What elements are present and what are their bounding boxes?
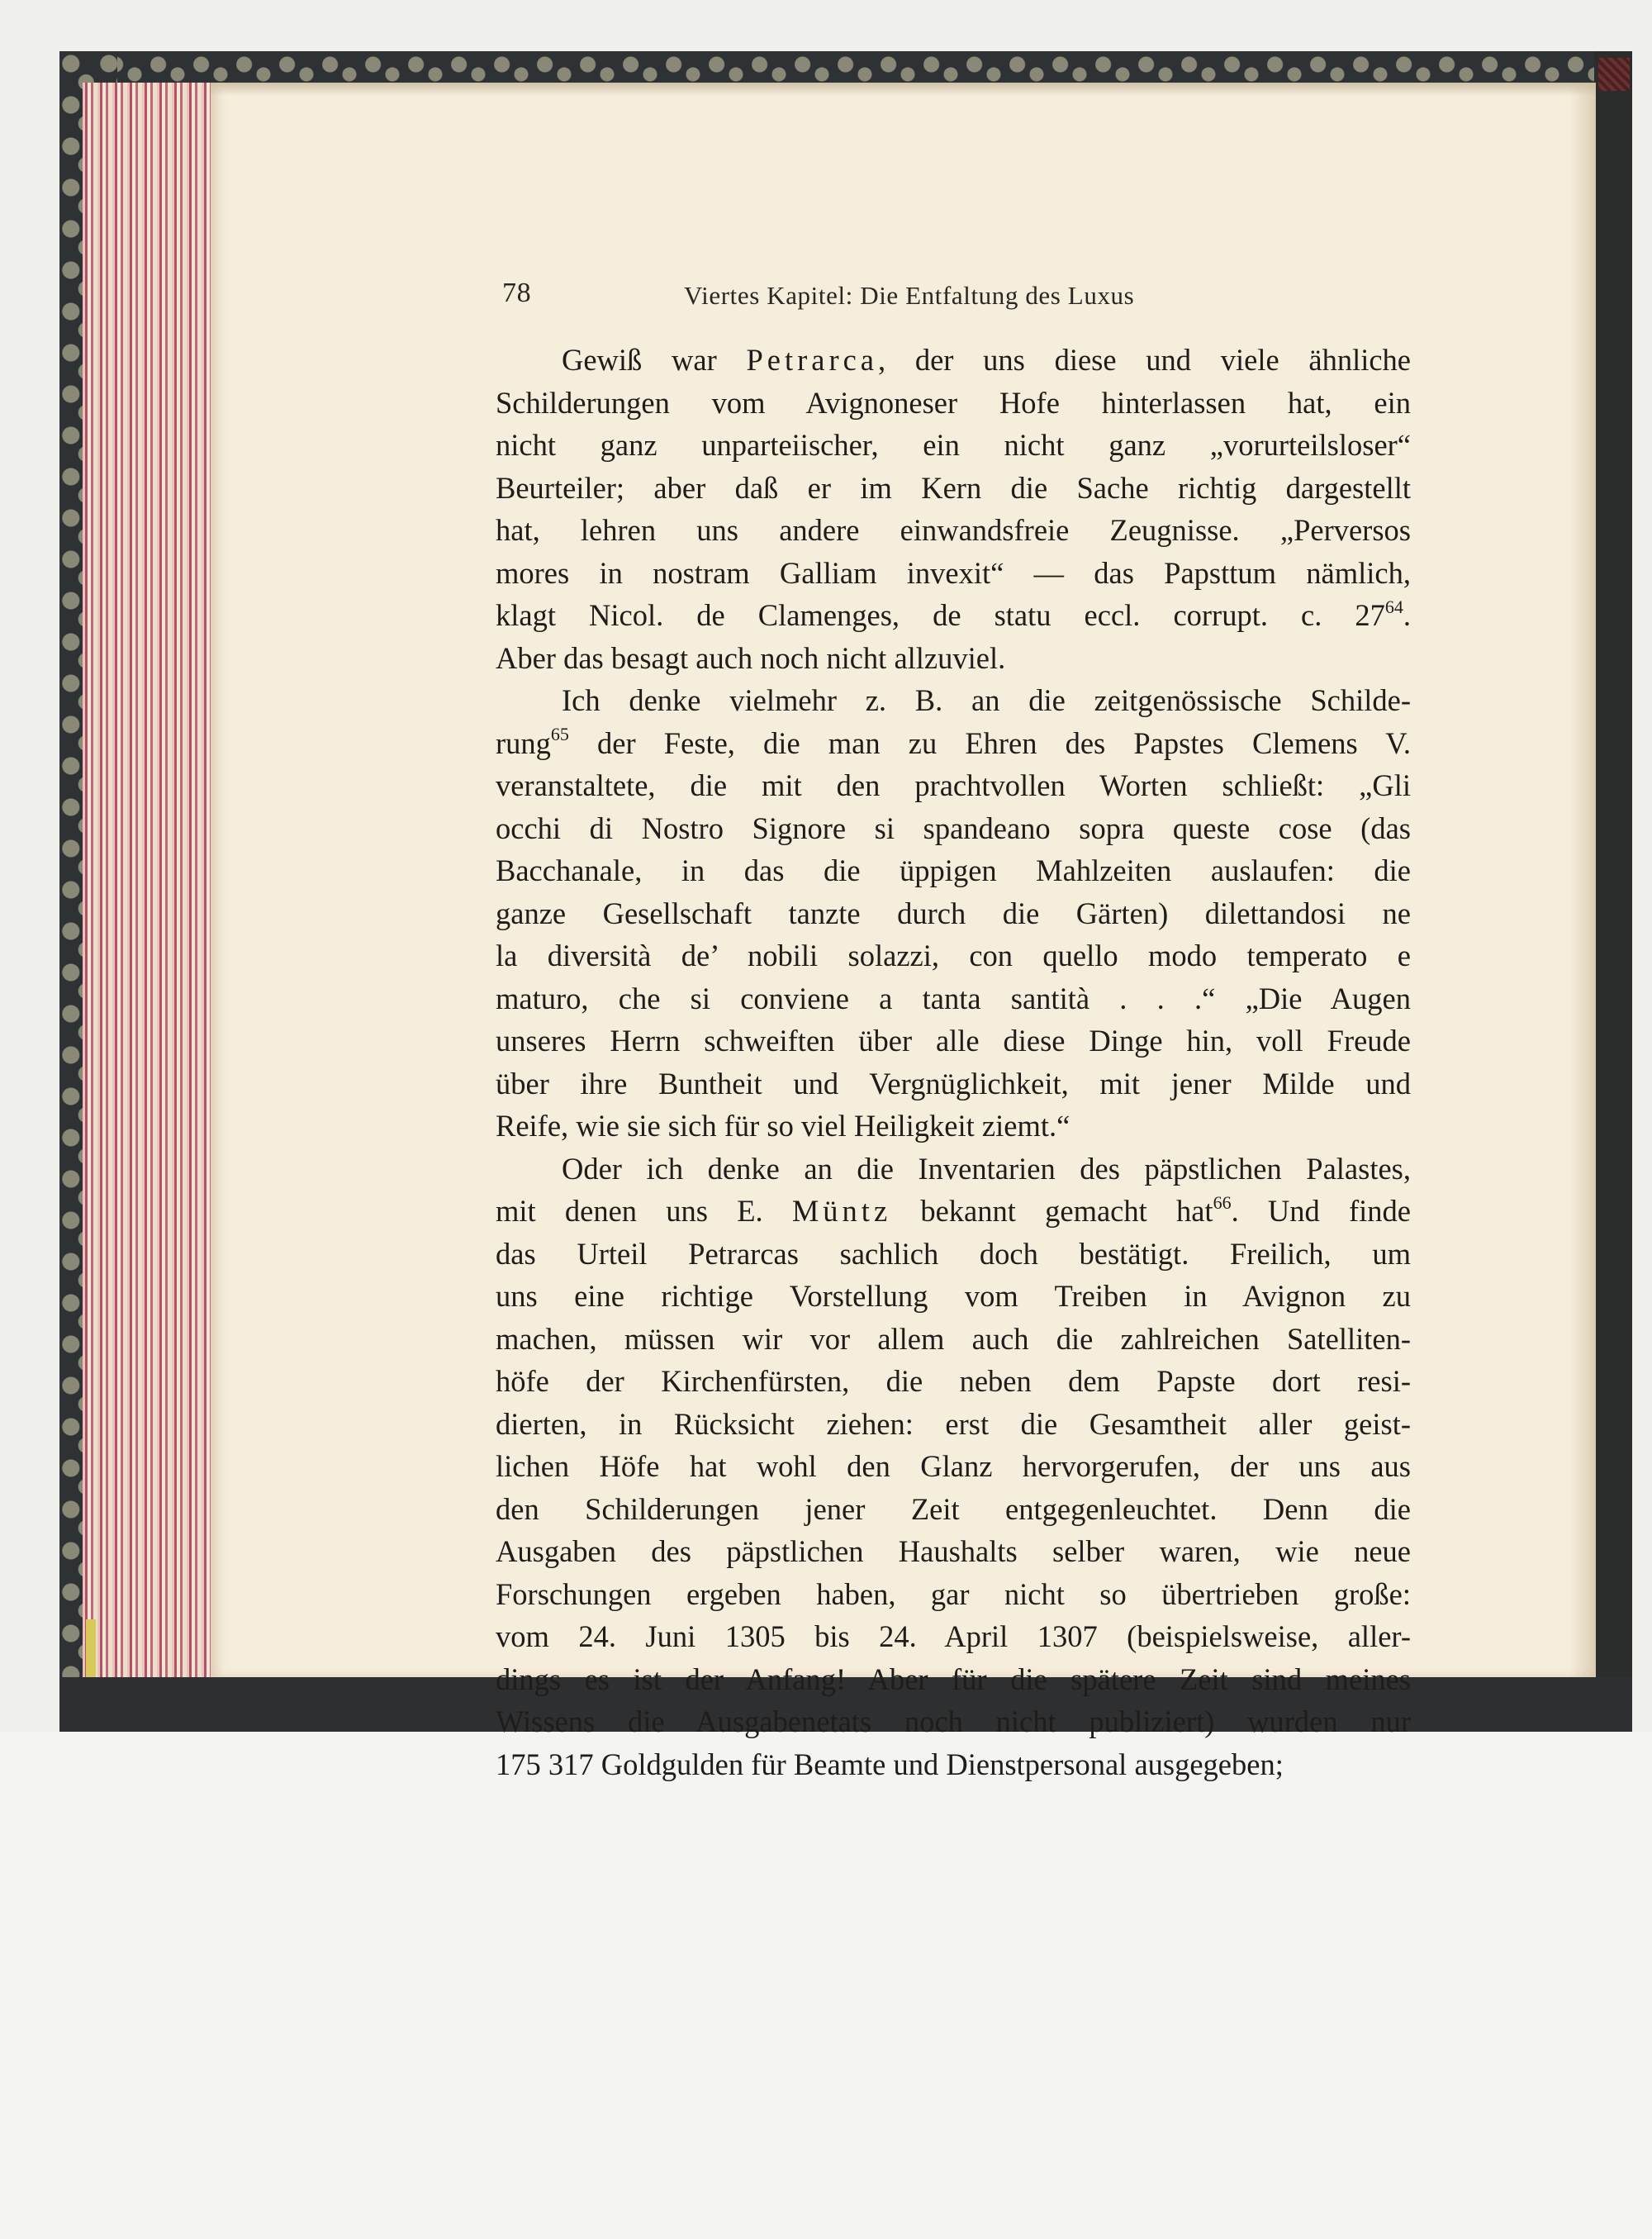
paragraph — [496, 339, 1411, 679]
footnote-marker: 65 — [550, 724, 569, 745]
text-line: vom 24. Juni 1305 bis 24. April 1307 (beispielsweise, aller- — [496, 1619, 1411, 1653]
footnote-marker: 64 — [1384, 596, 1403, 617]
text-line: maturo, che si conviene a tanta santità . . .“ „Die Augen — [496, 981, 1411, 1015]
text-line: mit denen uns E. Müntz bekannt gemacht hat$^{66}$. Und finde — [496, 1191, 1411, 1228]
book-cover-right — [1594, 51, 1632, 1733]
text-line: über ihre Buntheit und Vergnüglichkeit, mit jener Milde und — [496, 1066, 1411, 1100]
text-line: ganze Gesellschaft tanzte durch die Gärten) dilettandosi ne — [496, 896, 1411, 930]
text-line: mores in nostram Galliam invexit“ — das Papsttum nämlich, — [496, 555, 1411, 590]
running-head: Viertes Kapitel: Die Entfaltung des Luxus — [684, 281, 1135, 310]
text-line: la diversità de’ nobili solazzi, con quello modo temperato e — [496, 939, 1411, 972]
text-line: nicht ganz unparteiischer, ein nicht ganz „vorurteilsloser“ — [496, 428, 1411, 462]
text-line: veranstaltete, die mit den prachtvollen Worten schließt: „Gli — [496, 768, 1411, 802]
spaced-name: Petrarca — [746, 343, 879, 377]
text-line: Aber das besagt auch noch nicht allzuviel. — [496, 640, 1006, 675]
text-line: Ich denke vielmehr z. B. an die zeitgenössische Schilde- — [562, 683, 1411, 717]
page-header — [502, 278, 1406, 319]
text-line: machen, müssen wir vor allem auch die zahlreichen Satelliten- — [496, 1321, 1411, 1356]
text-line: occhi di Nostro Signore si spandeano sopra queste cose (das — [496, 811, 1411, 845]
text-line: das Urteil Petrarcas sachlich doch bestätigt. Freilich, um — [496, 1236, 1411, 1271]
page-edge-tab — [86, 1619, 96, 1677]
page-number: 78 — [502, 278, 532, 308]
text-line: 175 317 Goldgulden für Beamte und Dienstpersonal ausgegeben; — [496, 1747, 1284, 1781]
text-line: klagt Nicol. de Clamenges, de statu eccl. corrupt. c. $27^{64}$. — [496, 596, 1411, 632]
text-line: rung$^{65}$ der Feste, die man zu Ehren des Papstes Clemens V. — [496, 724, 1411, 760]
text-line: höfe der Kirchenfürsten, die neben dem Papste dort resi- — [496, 1364, 1411, 1398]
page-gutter-shade — [1569, 83, 1596, 1677]
body-text — [496, 339, 1411, 1785]
text-line: unseres Herrn schweiften über alle diese Dinge hin, voll Freude — [496, 1024, 1411, 1058]
text-line: Reife, wie sie sich für so viel Heiligkeit ziemt.“ — [496, 1109, 1070, 1143]
text-line: Gewiß war Petrarca, der uns diese und viele ähnliche — [562, 343, 1412, 377]
text-line: uns eine richtige Vorstellung vom Treiben in Avignon zu — [496, 1279, 1411, 1313]
text-line: Schilderungen vom Avignoneser Hofe hinterlassen hat, ein — [496, 385, 1411, 420]
text-line: Oder ich denke an die Inventarien des päpstlichen Palastes, — [562, 1151, 1411, 1186]
bookmark-ribbon — [1598, 58, 1630, 91]
text-line: Bacchanale, in das die üppigen Mahlzeiten auslaufen: die — [496, 853, 1411, 887]
spaced-name: Müntz — [791, 1194, 892, 1228]
text-line: den Schilderungen jener Zeit entgegenleuchtet. Denn die — [496, 1491, 1411, 1526]
paragraph — [496, 679, 1411, 1148]
text-line: Wissens die Ausgabenetats noch nicht publiziert) wurden nur — [496, 1704, 1411, 1738]
text-line: Forschungen ergeben haben, gar nicht so übertrieben große: — [496, 1576, 1411, 1611]
text-line: dierten, in Rücksicht ziehen: erst die Gesamtheit aller geist- — [496, 1406, 1411, 1441]
text-line: Ausgaben des päpstlichen Haushalts selber waren, wie neue — [496, 1534, 1411, 1568]
paragraph — [496, 1148, 1411, 1786]
scan-margin-bottom — [0, 1732, 1652, 2239]
text-line: Beurteiler; aber daß er im Kern die Sache richtig dargestellt — [496, 470, 1411, 505]
page-stack-edges — [83, 83, 215, 1677]
text-line: hat, lehren uns andere einwandsfreie Zeugnisse. „Perversos — [496, 513, 1411, 547]
text-line: dings es ist der Anfang! Aber für die spätere Zeit sind meines — [496, 1661, 1411, 1696]
text-line: lichen Höfe hat wohl den Glanz hervorgerufen, der uns aus — [496, 1449, 1411, 1483]
footnote-marker: 66 — [1213, 1191, 1232, 1213]
page-top-shadow — [211, 83, 1596, 96]
